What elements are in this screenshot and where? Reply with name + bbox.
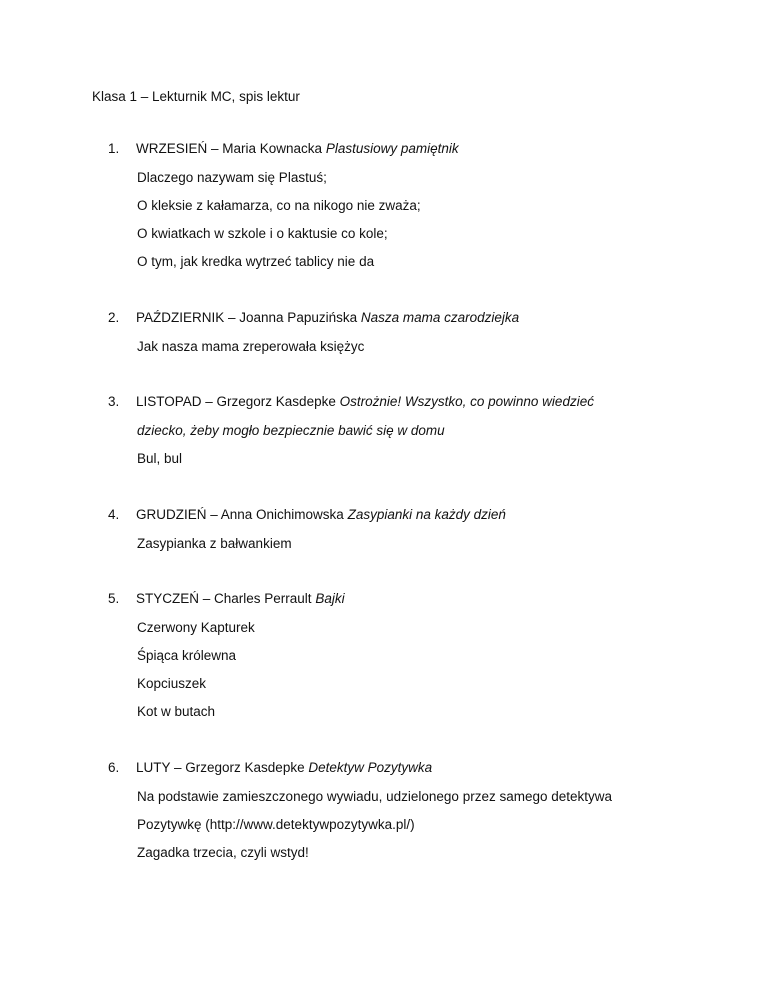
- chapter-item: Czerwony Kapturek: [137, 620, 255, 635]
- entry-month-author: WRZESIEŃ – Maria Kownacka: [136, 141, 326, 156]
- entry-book-title: Detektyw Pozytywka: [308, 760, 433, 775]
- entry-book-title: Nasza mama czarodziejka: [360, 310, 520, 325]
- chapter-item: Zagadka trzecia, czyli wstyd!: [137, 845, 309, 860]
- chapter-item: O kwiatkach w szkole i o kaktusie co kole;: [137, 226, 388, 241]
- entry-month-author: PAŹDZIERNIK – Joanna Papuzińska: [136, 310, 361, 325]
- chapter-item: Kopciuszek: [137, 676, 207, 691]
- chapter-item: Kot w butach: [137, 704, 216, 719]
- entry-month-author: LUTY – Grzegorz Kasdepke: [136, 760, 309, 775]
- chapter-item: Śpiąca królewna: [137, 648, 237, 663]
- entry-number: 4.: [108, 507, 120, 522]
- entry-number: 3.: [108, 394, 120, 409]
- entry-heading: [108, 310, 519, 325]
- entry-heading: [108, 141, 459, 156]
- entry-book-title: Zasypianki na każdy dzień: [347, 507, 506, 522]
- entry-heading: [108, 394, 594, 409]
- chapter-item: O kleksie z kałamarza, co na nikogo nie zważa;: [137, 198, 421, 213]
- entry-book-title-continued: dziecko, żeby mogło bezpiecznie bawić się w domu: [137, 423, 445, 438]
- entry-number: 5.: [108, 591, 120, 606]
- entry-month-author: STYCZEŃ – Charles Perrault: [136, 591, 316, 606]
- entry-heading: [108, 591, 345, 606]
- entry-month-author: LISTOPAD – Grzegorz Kasdepke: [136, 394, 340, 409]
- chapter-item: Jak nasza mama zreperowała księżyc: [137, 339, 365, 354]
- entry-book-title: Bajki: [315, 591, 345, 606]
- document-title: Klasa 1 – Lekturnik MC, spis lektur: [92, 89, 300, 104]
- entry-heading: [108, 760, 432, 775]
- entry-heading: [108, 507, 506, 522]
- entry-month-author: GRUDZIEŃ – Anna Onichimowska: [136, 507, 348, 522]
- entry-number: 2.: [108, 310, 120, 325]
- entry-book-title: Plastusiowy pamiętnik: [325, 141, 459, 156]
- entry-number: 6.: [108, 760, 120, 775]
- entry-book-title: Ostrożnie! Wszystko, co powinno wiedzieć: [339, 394, 594, 409]
- chapter-item: Zasypianka z bałwankiem: [137, 536, 292, 551]
- chapter-item: Dlaczego nazywam się Plastuś;: [137, 170, 327, 185]
- chapter-item: Pozytywkę (http://www.detektywpozytywka.pl/): [137, 817, 415, 832]
- entry-number: 1.: [108, 141, 120, 156]
- chapter-item: Na podstawie zamieszczonego wywiadu, udzielonego przez samego detektywa: [137, 789, 613, 804]
- chapter-item: O tym, jak kredka wytrzeć tablicy nie da: [137, 254, 375, 269]
- chapter-item: Bul, bul: [137, 451, 183, 466]
